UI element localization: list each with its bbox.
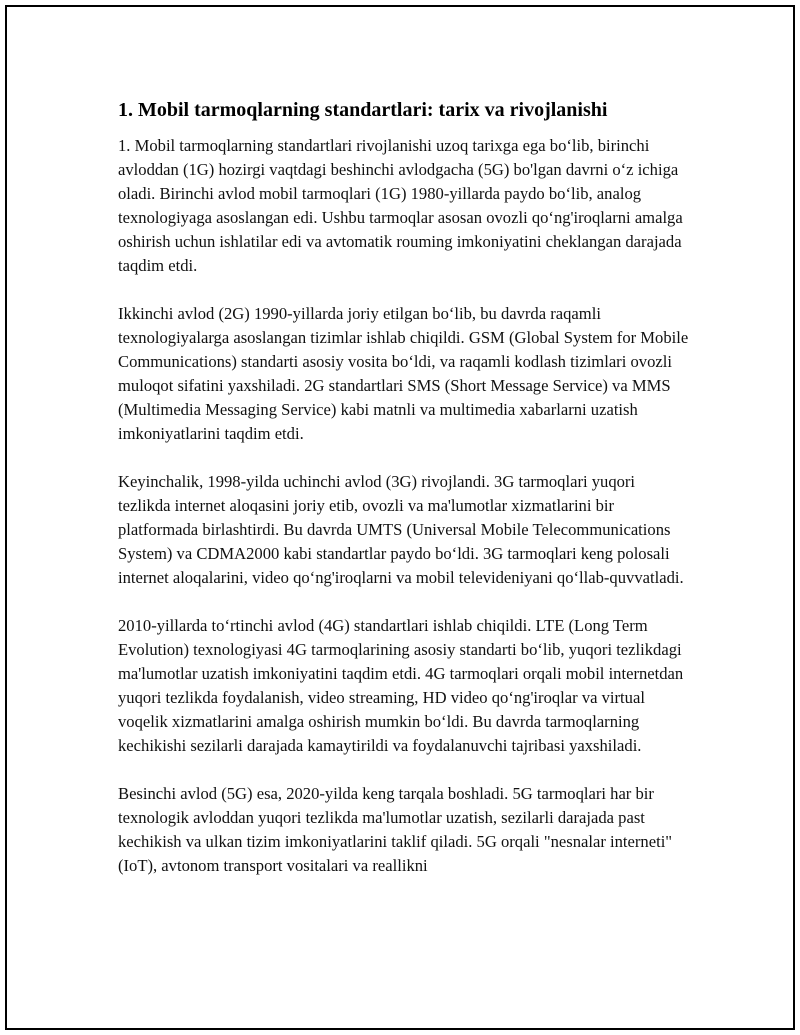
paragraph-4g: 2010-yillarda to‘rtinchi avlod (4G) standartlari ishlab chiqildi. LTE (Long Term Evolution) texnologiyasi 4G tarmoqlarining asosiy standarti bo‘lib, yuqori tezlikdagi ma'lumotlar uzatish imkoniyatini taqdim etdi. 4G tarmoqlari orqali mobil internetdan yuqori tezlikda foydalanish, video streaming, HD video qo‘ng'iroqlar va virtual voqelik xizmatlarini amalga oshirish mumkin bo‘ldi. Bu davrda tarmoqlarning kechikishi sezilarli darajada kamaytirildi va foydalanuvchi tajribasi yaxshiladi. <box>118 616 684 755</box>
paragraph-2g: Ikkinchi avlod (2G) 1990-yillarda joriy etilgan bo‘lib, bu davrda raqamli texnologiyalarga asoslangan tizimlar ishlab chiqildi. GSM (Global System for Mobile Communications) standarti asosiy vosita bo‘ldi, va raqamli kodlash tizimlari ovozli muloqot sifatini yaxshiladi. 2G standartlari SMS (Short Message Service) va MMS (Multimedia Messaging Service) kabi matnli va multimedia xabarlarni uzatish imkoniyatlarini taqdim etdi. <box>118 304 689 443</box>
paragraph-1g: 1. Mobil tarmoqlarning standartlari rivojlanishi uzoq tarixga ega bo‘lib, birinchi avloddan (1G) hozirgi vaqtdagi beshinchi avlodgacha (5G) bo'lgan davrni o‘z ichiga oladi. Birinchi avlod mobil tarmoqlari (1G) 1980-yillarda paydo bo‘lib, analog texnologiyaga asoslangan edi. Ushbu tarmoqlar asosan ovozli qo‘ng'iroqlarni amalga oshirish uchun ishlatilar edi va avtomatik rouming imkoniyatini cheklangan darajada taqdim etdi. <box>118 136 683 275</box>
document-heading: 1. Mobil tarmoqlarning standartlari: tarix va rivojlanishi <box>118 99 608 121</box>
document-body <box>118 97 690 902</box>
document-page <box>5 5 795 1030</box>
paragraph-5g: Besinchi avlod (5G) esa, 2020-yilda keng tarqala boshladi. 5G tarmoqlari har bir texnologik avloddan yuqori tezlikda ma'lumotlar uzatish, sezilarli darajada past kechikish va ulkan tizim imkoniyatlarini taklif qiladi. 5G orqali "nesnalar interneti" (IoT), avtonom transport vositalari va reallikni <box>118 784 673 875</box>
paragraph-3g: Keyinchalik, 1998-yilda uchinchi avlod (3G) rivojlandi. 3G tarmoqlari yuqori tezlikda internet aloqasini joriy etib, ovozli va ma'lumotlar xizmatlarini bir platformada birlashtirdi. Bu davrda UMTS (Universal Mobile Telecommunications System) va CDMA2000 kabi standartlar paydo bo‘ldi. 3G tarmoqlari keng polosali internet aloqalarini, video qo‘ng'iroqlarni va mobil televideniyani qo‘llab-quvvatladi. <box>118 472 684 587</box>
